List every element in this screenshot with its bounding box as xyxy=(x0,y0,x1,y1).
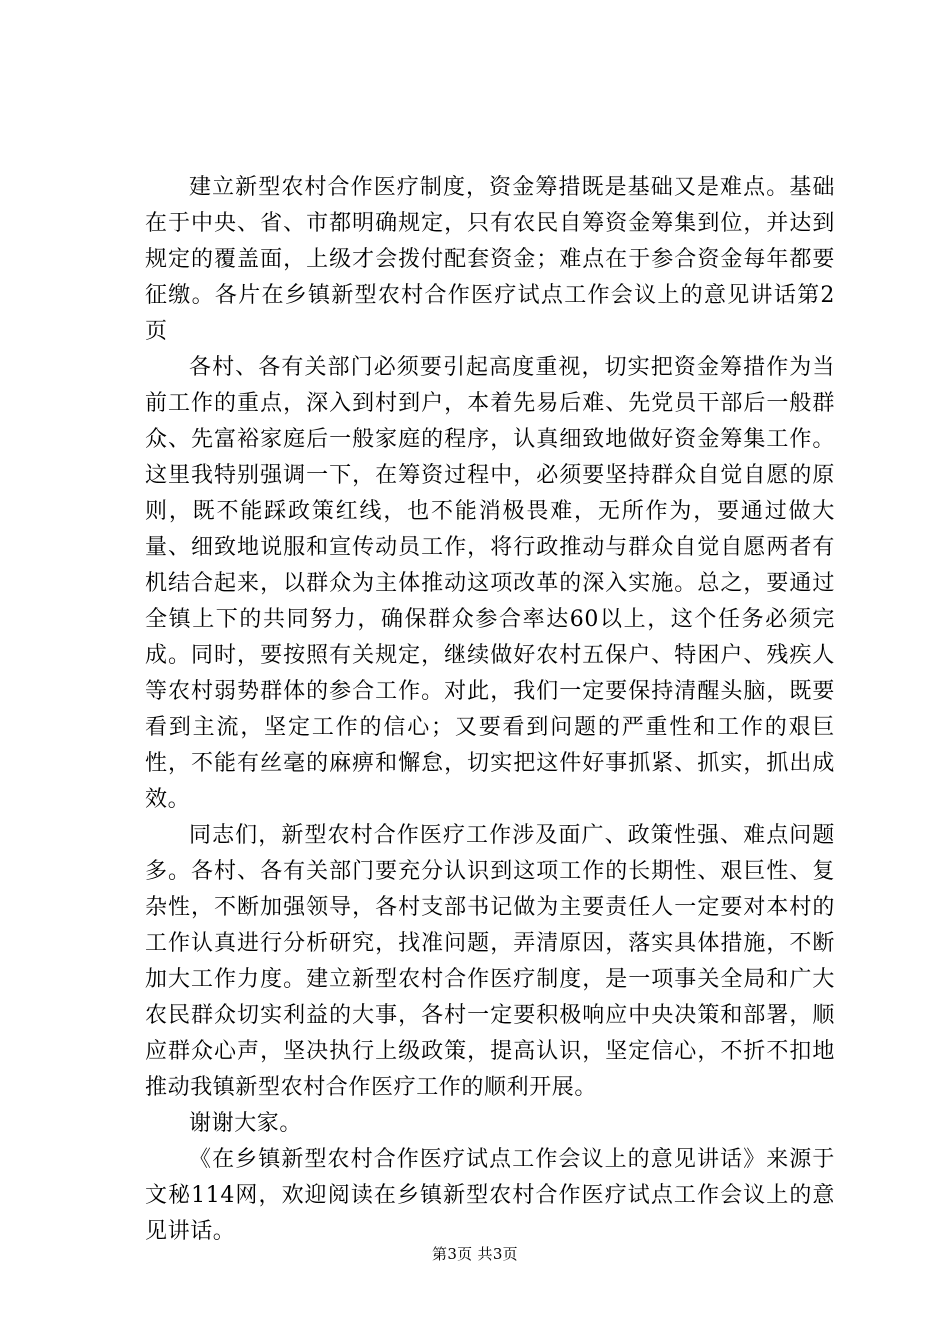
page-footer: 第3页 共3页 xyxy=(432,1245,518,1263)
paragraph-source: 《在乡镇新型农村合作医疗试点工作会议上的意见讲话》来源于文秘114网，欢迎阅读在乡镇新型农村合作医疗试点工作会议上的意见讲话。 xyxy=(145,1147,835,1244)
paragraph-comrades: 同志们，新型农村合作医疗工作涉及面广、政策性强、难点问题多。各村、各有关部门要充分认识到这项工作的长期性、艰巨性、复杂性，不断加强领导，各村支部书记做为主要责任人一定要对本村的工作认真进行分析研究，找准问题，弄清原因，落实具体措施，不断加大工作力度。建立新型农村合作医疗制度，是一项事关全局和广大农民群众切实利益的大事，各村一定要积极响应中央决策和部署，顺应群众心声，坚决执行上级政策，提高认识，坚定信心，不折不扣地推动我镇新型农村合作医疗工作的顺利开展。 xyxy=(145,823,835,1100)
document-body xyxy=(145,170,835,1250)
paragraph-funding: 建立新型农村合作医疗制度，资金筹措既是基础又是难点。基础在于中央、省、市都明确规定，只有农民自筹资金筹集到位，并达到规定的覆盖面，上级才会拨付配套资金；难点在于参合资金每年都要征缴。各片在乡镇新型农村合作医疗试点工作会议上的意见讲话第2页 xyxy=(145,175,835,344)
paragraph-requirements: 各村、各有关部门必须要引起高度重视，切实把资金筹措作为当前工作的重点，深入到村到户，本着先易后难、先党员干部后一般群众、先富裕家庭后一般家庭的程序，认真细致地做好资金筹集工作。这里我特别强调一下，在筹资过程中，必须要坚持群众自觉自愿的原则，既不能踩政策红线，也不能消极畏难，无所作为，要通过做大量、细致地说服和宣传动员工作，将行政推动与群众自觉自愿两者有机结合起来，以群众为主体推动这项改革的深入实施。总之，要通过全镇上下的共同努力，确保群众参合率达60以上，这个任务必须完成。同时，要按照有关规定，继续做好农村五保户、特困户、残疾人等农村弱势群体的参合工作。对此，我们一定要保持清醒头脑，既要看到主流，坚定工作的信心；又要看到问题的严重性和工作的艰巨性，不能有丝毫的麻痹和懈怠，切实把这件好事抓紧、抓实，抓出成效。 xyxy=(145,355,835,812)
paragraph-thanks: 谢谢大家。 xyxy=(189,1111,303,1136)
